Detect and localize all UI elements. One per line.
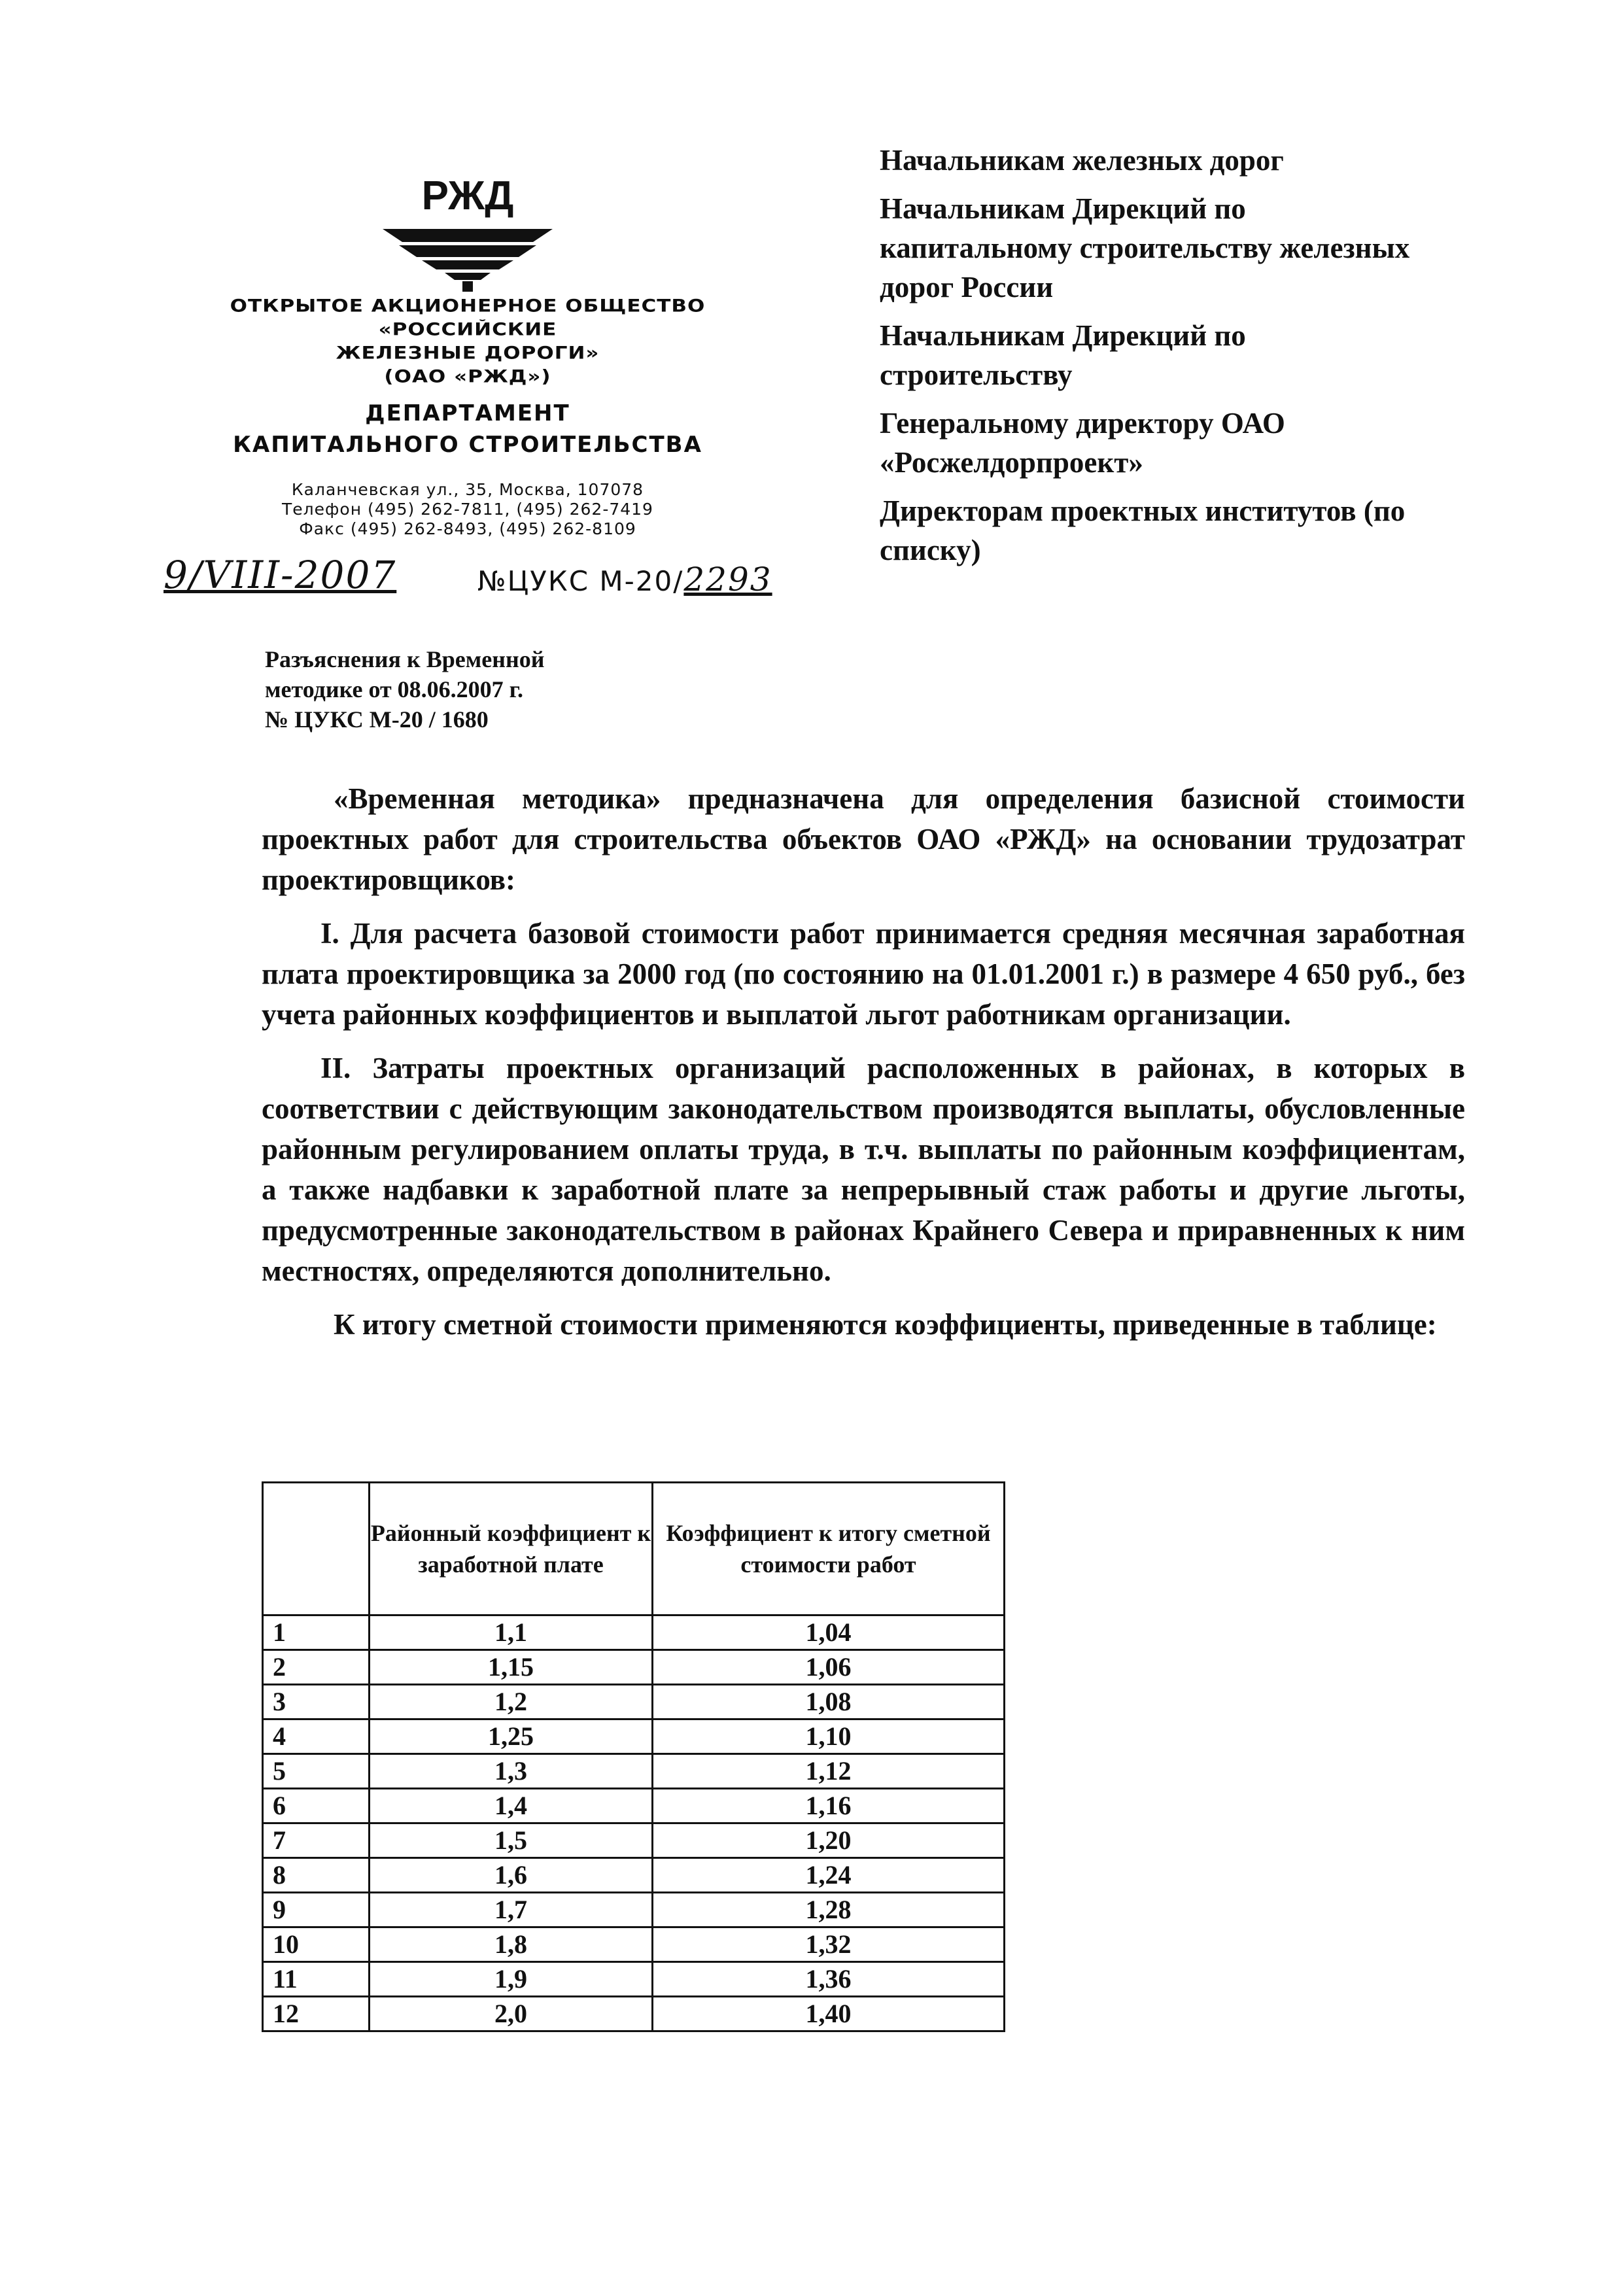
estimate-coefficient: 1,40 xyxy=(653,1997,1005,2031)
table-row xyxy=(263,1685,1005,1719)
header-number xyxy=(263,1483,370,1615)
table-row xyxy=(263,1615,1005,1650)
table-row xyxy=(263,1823,1005,1858)
row-number: 2 xyxy=(263,1650,370,1685)
addressee: Генеральному директору ОАО «Росжелдорпроект» xyxy=(880,407,1285,479)
addressee: Начальникам Дирекций по капитальному строительству железных дорог России xyxy=(880,192,1410,303)
registration-date: 9/VIII-2007 xyxy=(164,553,397,597)
table-row xyxy=(263,1719,1005,1754)
body-text xyxy=(262,778,1465,1358)
row-number: 10 xyxy=(263,1927,370,1962)
rzd-logo xyxy=(370,170,566,294)
row-number: 1 xyxy=(263,1615,370,1650)
regional-coefficient: 1,25 xyxy=(370,1719,653,1754)
row-number: 4 xyxy=(263,1719,370,1754)
estimate-coefficient: 1,20 xyxy=(653,1823,1005,1858)
regional-coefficient: 1,3 xyxy=(370,1754,653,1789)
table-row xyxy=(263,1962,1005,1997)
intro-paragraph: «Временная методика» предназначена для определения базисной стоимости проектных работ для строительства объектов ОАО «РЖД» на основании трудозатрат проектировщиков: xyxy=(262,782,1465,896)
addressee: Начальникам железных дорог xyxy=(880,144,1284,177)
logo-lettering: РЖД xyxy=(421,173,514,218)
regional-coefficient: 2,0 xyxy=(370,1997,653,2031)
letterhead xyxy=(141,170,795,539)
registration-number-handwritten: 2293 xyxy=(683,561,772,598)
row-number: 9 xyxy=(263,1893,370,1927)
row-number: 12 xyxy=(263,1997,370,2031)
header-estimate-coefficient: Коэффициент к итогу сметной стоимости работ xyxy=(653,1483,1005,1615)
addressees-block xyxy=(880,141,1416,579)
table-header-row xyxy=(263,1483,1005,1615)
subject-block xyxy=(265,644,723,734)
department-line-2: КАПИТАЛЬНОГО СТРОИТЕЛЬСТВА xyxy=(233,432,702,458)
phone-line: Телефон (495) 262-7811, (495) 262-7419 xyxy=(282,500,653,519)
row-number: 8 xyxy=(263,1858,370,1893)
table-row xyxy=(263,1997,1005,2031)
row-number: 7 xyxy=(263,1823,370,1858)
estimate-coefficient: 1,12 xyxy=(653,1754,1005,1789)
estimate-coefficient: 1,36 xyxy=(653,1962,1005,1997)
department-line-1: ДЕПАРТАМЕНТ xyxy=(365,400,570,426)
registration-line xyxy=(164,553,850,605)
regional-coefficient: 1,15 xyxy=(370,1650,653,1685)
table-row xyxy=(263,1893,1005,1927)
regional-coefficient: 1,7 xyxy=(370,1893,653,1927)
point-2-paragraph: II. Затраты проектных организаций расположенных в районах, в которых в соответствии с действующим законодательством производятся выплаты, обусловленные районным регулированием оплаты труда, в т.ч. выплаты по районным коэффициентам, а также надбавки к заработной плате за непрерывный стаж работы и другие льготы, предусмотренные законодательством в районах Крайнего Севера и приравненных к ним местностях, определяются дополнительно. xyxy=(262,1052,1465,1287)
addressee: Начальникам Дирекций по строительству xyxy=(880,319,1246,391)
addressee: Директорам проектных институтов (по списку) xyxy=(880,494,1406,566)
table-row xyxy=(263,1650,1005,1685)
estimate-coefficient: 1,04 xyxy=(653,1615,1005,1650)
org-line-1: ОТКРЫТОЕ АКЦИОНЕРНОЕ ОБЩЕСТВО xyxy=(230,296,706,317)
estimate-coefficient: 1,08 xyxy=(653,1685,1005,1719)
regional-coefficient: 1,4 xyxy=(370,1789,653,1823)
row-number: 6 xyxy=(263,1789,370,1823)
estimate-coefficient: 1,32 xyxy=(653,1927,1005,1962)
regional-coefficient: 1,2 xyxy=(370,1685,653,1719)
subject-line: Разъяснения к Временной xyxy=(265,646,545,672)
table-row xyxy=(263,1927,1005,1962)
estimate-coefficient: 1,24 xyxy=(653,1858,1005,1893)
subject-line: № ЦУКС М-20 / 1680 xyxy=(265,706,489,733)
estimate-coefficient: 1,10 xyxy=(653,1719,1005,1754)
regional-coefficient: 1,9 xyxy=(370,1962,653,1997)
registration-number xyxy=(477,561,772,598)
regional-coefficient: 1,1 xyxy=(370,1615,653,1650)
regional-coefficient: 1,6 xyxy=(370,1858,653,1893)
registration-prefix: №ЦУКС М-20/ xyxy=(477,565,684,597)
subject-line: методике от 08.06.2007 г. xyxy=(265,676,523,702)
coefficients-table xyxy=(262,1481,1005,2032)
table-row xyxy=(263,1789,1005,1823)
point-1-paragraph: I. Для расчета базовой стоимости работ принимается средняя месячная заработная плата проектировщика за 2000 год (по состоянию на 01.01.2001 г.) в размере 4 650 руб., без учета районных коэффициентов и выплатой льгот работникам организации. xyxy=(262,917,1465,1031)
org-line-2: «РОССИЙСКИЕ xyxy=(378,319,557,340)
table-intro-paragraph: К итогу сметной стоимости применяются коэффициенты, приведенные в таблице: xyxy=(334,1308,1437,1341)
table-row xyxy=(263,1754,1005,1789)
table-row xyxy=(263,1858,1005,1893)
row-number: 3 xyxy=(263,1685,370,1719)
fax-line: Факс (495) 262-8493, (495) 262-8109 xyxy=(299,519,636,538)
address-line: Каланчевская ул., 35, Москва, 107078 xyxy=(291,480,644,499)
org-line-3: ЖЕЛЕЗНЫЕ ДОРОГИ» xyxy=(336,343,600,364)
estimate-coefficient: 1,16 xyxy=(653,1789,1005,1823)
org-line-4: (ОАО «РЖД») xyxy=(384,366,551,387)
row-number: 11 xyxy=(263,1962,370,1997)
header-regional-coefficient: Районный коэффициент к заработной плате xyxy=(370,1483,653,1615)
estimate-coefficient: 1,06 xyxy=(653,1650,1005,1685)
regional-coefficient: 1,5 xyxy=(370,1823,653,1858)
regional-coefficient: 1,8 xyxy=(370,1927,653,1962)
estimate-coefficient: 1,28 xyxy=(653,1893,1005,1927)
row-number: 5 xyxy=(263,1754,370,1789)
